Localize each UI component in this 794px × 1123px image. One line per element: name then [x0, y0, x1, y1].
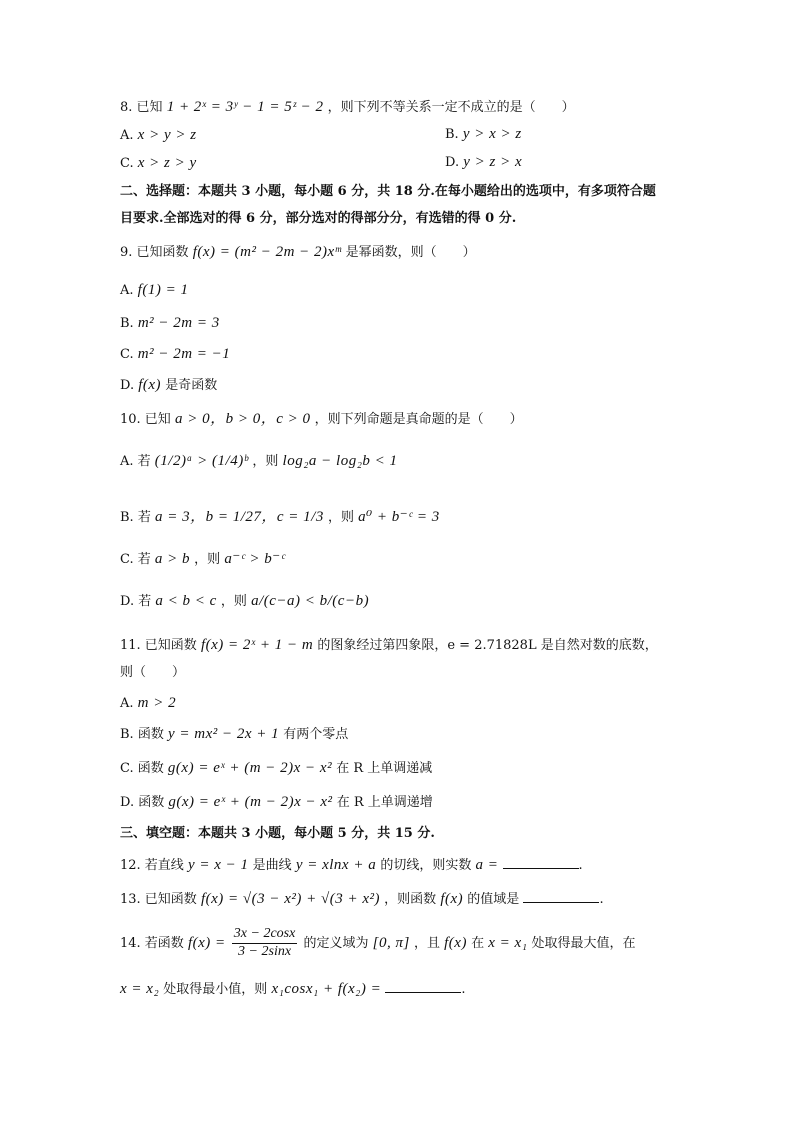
option-math: m² − 2m = 3 — [137, 315, 220, 331]
q12-mid1: 是曲线 — [252, 858, 292, 873]
option-prefix: 函数 — [137, 727, 164, 742]
section3-header: 三、填空题：本题共 3 小题，每小题 5 分，共 15 分. — [120, 826, 435, 841]
option-label: C. — [120, 761, 134, 776]
q14-mid1: 的定义域为 — [303, 935, 369, 951]
q14-mid2: ，且 — [413, 935, 440, 951]
q13 — [120, 890, 604, 908]
q11-option-a[interactable] — [120, 694, 176, 712]
option-math: f(x) — [138, 377, 162, 393]
option-math: m² − 2m = −1 — [137, 346, 231, 362]
option-label: D. — [120, 795, 135, 810]
q8-option-d[interactable] — [445, 154, 522, 171]
option-label: A. 若 — [120, 454, 151, 469]
option-math: a < b < c — [155, 593, 217, 609]
q12-end: . — [578, 858, 583, 873]
q9-option-d[interactable] — [120, 376, 217, 394]
q13-mid: ，则函数 — [384, 892, 437, 907]
q14-denominator: 3 − 2sinx — [238, 943, 292, 959]
option-label: C. 若 — [120, 552, 151, 567]
option-math: y = mx² − 2x + 1 — [167, 726, 280, 742]
section2-header-line1: 二、选择题：本题共 3 小题，每小题 6 分，共 18 分.在每小题给出的选项中，有多项符合题 — [120, 184, 656, 199]
option-text: 是奇函数 — [165, 378, 218, 393]
q14-line2 — [120, 980, 466, 998]
q14-fx: f(x) = — [187, 934, 226, 951]
q10-option-b[interactable] — [120, 508, 440, 526]
q11-option-c[interactable] — [120, 759, 432, 777]
q12-mid2: 的切线，则实数 — [380, 858, 472, 873]
q14-mid3: 在 — [471, 935, 485, 951]
option-text: 有两个零点 — [283, 727, 349, 742]
q14-answer-blank[interactable] — [385, 980, 461, 993]
q14-suffix1: 处取得最大值，在 — [531, 935, 636, 951]
option-mid: ，则 — [327, 510, 354, 525]
q9-option-c[interactable] — [120, 345, 230, 363]
q9-option-a[interactable] — [120, 281, 188, 299]
q8-option-a[interactable] — [120, 126, 197, 144]
q9-option-b[interactable] — [120, 314, 220, 332]
q8-option-c[interactable] — [120, 154, 197, 172]
q13-end: . — [599, 892, 604, 907]
q12 — [120, 856, 583, 874]
q13-function: f(x) = √(3 − x²) + √(3 + x²) — [200, 891, 381, 907]
q12-var: a = — [475, 857, 499, 873]
option-label: A. — [120, 696, 134, 711]
option-text: 在 R 上单调递减 — [336, 761, 433, 776]
q10-suffix: ，则下列命题是真命题的是（ ） — [314, 412, 523, 427]
option-label: B. — [120, 727, 134, 742]
q14-expression: x₁cosx₁ + f(x₂) = — [271, 981, 382, 997]
option-prefix: 函数 — [138, 795, 165, 810]
q13-fx: f(x) — [440, 891, 464, 907]
option-math: x > y > z — [137, 127, 197, 143]
q14-numerator: 3x − 2cosx — [232, 926, 298, 944]
option-label: C. — [120, 156, 134, 171]
option-math: a > b — [154, 551, 191, 567]
section2-header-line2: 目要求.全部选对的得 6 分，部分选对的得部分分，有选错的得 0 分. — [120, 211, 517, 226]
option-math: y > z > x — [463, 154, 523, 170]
option-mid: ，则 — [194, 552, 221, 567]
option-math: g(x) = eˣ + (m − 2)x − x² — [168, 794, 333, 810]
option-label: B. — [120, 316, 134, 331]
option-label: A. — [120, 128, 134, 143]
q14-end: . — [461, 982, 466, 997]
q9-equation: f(x) = (m² − 2m − 2)xᵐ — [192, 244, 342, 260]
q8-option-b[interactable] — [445, 126, 522, 143]
option-text: 在 R 上单调递增 — [336, 795, 433, 810]
q13-answer-blank[interactable] — [523, 890, 599, 903]
q10-stem — [120, 410, 523, 428]
option-math: x > z > y — [137, 155, 197, 171]
option-math: y > x > z — [462, 126, 522, 142]
option-label: D. — [445, 155, 460, 170]
option-math2: a/(c−a) < b/(c−b) — [251, 593, 370, 609]
q11-suffix: 的图象经过第四象限，e = 2.71828L 是自然对数的底数， — [317, 638, 658, 653]
q10-option-d[interactable] — [120, 592, 369, 610]
option-math: m > 2 — [137, 695, 177, 711]
option-math2: a⁻ᶜ > b⁻ᶜ — [224, 551, 286, 567]
q9-suffix: 是幂函数，则（ ） — [345, 245, 476, 260]
q14-x2: x = x₂ — [120, 981, 160, 997]
q11-prefix: 11. 已知函数 — [120, 638, 197, 653]
q8-prefix: 8. 已知 — [120, 100, 163, 115]
q8-stem — [120, 98, 575, 116]
option-math: g(x) = eˣ + (m − 2)x − x² — [167, 760, 333, 776]
option-label: B. 若 — [120, 510, 151, 525]
option-math2: a⁰ + b⁻ᶜ = 3 — [358, 509, 440, 525]
q8-suffix: ，则下列不等关系一定不成立的是（ ） — [327, 100, 575, 115]
q10-option-a[interactable] — [120, 452, 398, 470]
q10-condition: a > 0，b > 0，c > 0 — [174, 411, 311, 427]
q12-prefix: 12. 若直线 — [120, 858, 184, 873]
option-label: D. — [120, 378, 135, 393]
q14-domain: [0, π] — [372, 934, 410, 951]
q9-prefix: 9. 已知函数 — [120, 245, 189, 260]
option-math: a = 3，b = 1/27，c = 1/3 — [154, 509, 324, 525]
option-mid: ，则 — [220, 594, 247, 609]
q11-option-d[interactable] — [120, 793, 433, 811]
option-math2: log₂a − log₂b < 1 — [282, 453, 398, 469]
q8-equation: 1 + 2ˣ = 3ʸ − 1 = 5ᶻ − 2 — [166, 99, 324, 115]
q13-suffix: 的值域是 — [467, 892, 520, 907]
option-prefix: 函数 — [137, 761, 164, 776]
q14-line1 — [120, 926, 636, 961]
q14-prefix: 14. 若函数 — [120, 935, 184, 951]
q12-line-eq: y = x − 1 — [187, 857, 249, 873]
q14-x1: x = x₁ — [488, 934, 528, 951]
option-label: D. 若 — [120, 594, 152, 609]
q12-answer-blank[interactable] — [503, 856, 579, 869]
option-label: C. — [120, 347, 134, 362]
q9-stem — [120, 243, 476, 261]
q11-stem-line2: 则（ ） — [120, 665, 186, 680]
q11-equation: f(x) = 2ˣ + 1 − m — [200, 637, 314, 653]
q14-fraction — [232, 926, 298, 961]
q14-fx2: f(x) — [444, 934, 467, 951]
q11-option-b[interactable] — [120, 725, 348, 743]
option-label: A. — [120, 283, 134, 298]
q12-curve-eq: y = xlnx + a — [295, 857, 377, 873]
option-math: (1/2)ᵃ > (1/4)ᵇ — [154, 453, 249, 469]
q13-prefix: 13. 已知函数 — [120, 892, 197, 907]
option-mid: ，则 — [252, 454, 279, 469]
q10-option-c[interactable] — [120, 550, 285, 568]
option-label: B. — [445, 127, 459, 142]
q10-prefix: 10. 已知 — [120, 412, 171, 427]
option-math: f(1) = 1 — [137, 282, 189, 298]
q11-stem — [120, 636, 658, 654]
q14-line2-mid: 处取得最小值，则 — [163, 982, 268, 997]
